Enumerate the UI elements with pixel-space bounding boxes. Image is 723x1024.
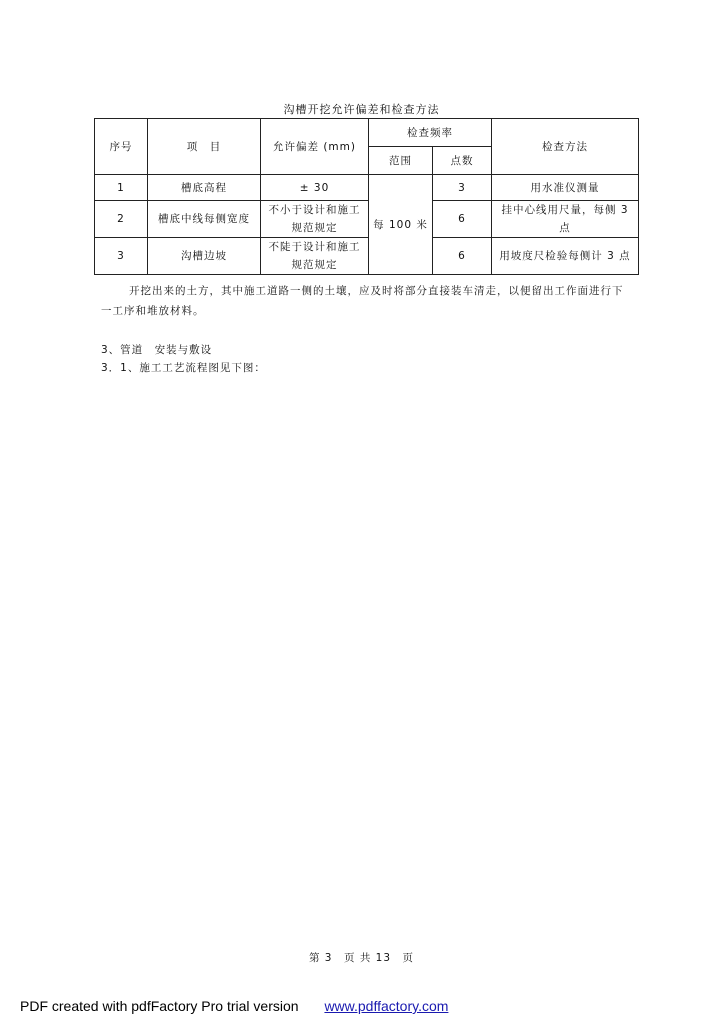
row-points: 6 — [433, 238, 492, 275]
row-item: 槽底中线每侧宽度 — [148, 201, 261, 238]
row-points: 6 — [433, 201, 492, 238]
pdf-trial-footer — [20, 998, 448, 1014]
header-seq: 序号 — [95, 119, 148, 175]
row-tolerance: 不陡于设计和施工规范规定 — [261, 238, 369, 275]
header-range: 范围 — [369, 147, 433, 175]
row-item: 槽底高程 — [148, 175, 261, 201]
page-number: 第 3 页 共 13 页 — [308, 952, 415, 964]
row-range-merged: 每 100 米 — [369, 175, 433, 275]
row-seq: 2 — [95, 201, 148, 238]
pdf-trial-notice: PDF created with pdfFactory Pro trial version — [20, 998, 299, 1014]
row-method: 用坡度尺检验每侧计 3 点 — [492, 238, 639, 275]
row-tolerance: 不小于设计和施工规范规定 — [261, 201, 369, 238]
row-method: 用水准仪测量 — [492, 175, 639, 201]
tolerance-table — [94, 118, 639, 275]
row-tolerance: ± 30 — [261, 175, 369, 201]
body-paragraph: 开挖出来的土方，其中施工道路一侧的土壤，应及时将部分直接装车清走，以便留出工作面进行下一工序和堆放材料。 — [101, 285, 624, 317]
table-row — [95, 201, 639, 238]
header-frequency: 检查频率 — [369, 119, 492, 147]
table-row — [95, 238, 639, 275]
header-item: 项 目 — [148, 119, 261, 175]
row-seq: 1 — [95, 175, 148, 201]
header-method: 检查方法 — [492, 119, 639, 175]
table-row — [95, 175, 639, 201]
row-method: 挂中心线用尺量，每侧 3 点 — [492, 201, 639, 238]
header-points: 点数 — [433, 147, 492, 175]
row-seq: 3 — [95, 238, 148, 275]
row-item: 沟槽边坡 — [148, 238, 261, 275]
header-tolerance: 允许偏差 (mm) — [261, 119, 369, 175]
section-heading: 3、管道 安装与敷设 — [101, 344, 213, 356]
pdffactory-link[interactable]: www.pdffactory.com — [324, 998, 449, 1014]
table-caption: 沟槽开挖允许偏差和检查方法 — [283, 103, 440, 116]
row-points: 3 — [433, 175, 492, 201]
subsection-heading: 3．1、施工工艺流程图见下图： — [101, 362, 266, 374]
